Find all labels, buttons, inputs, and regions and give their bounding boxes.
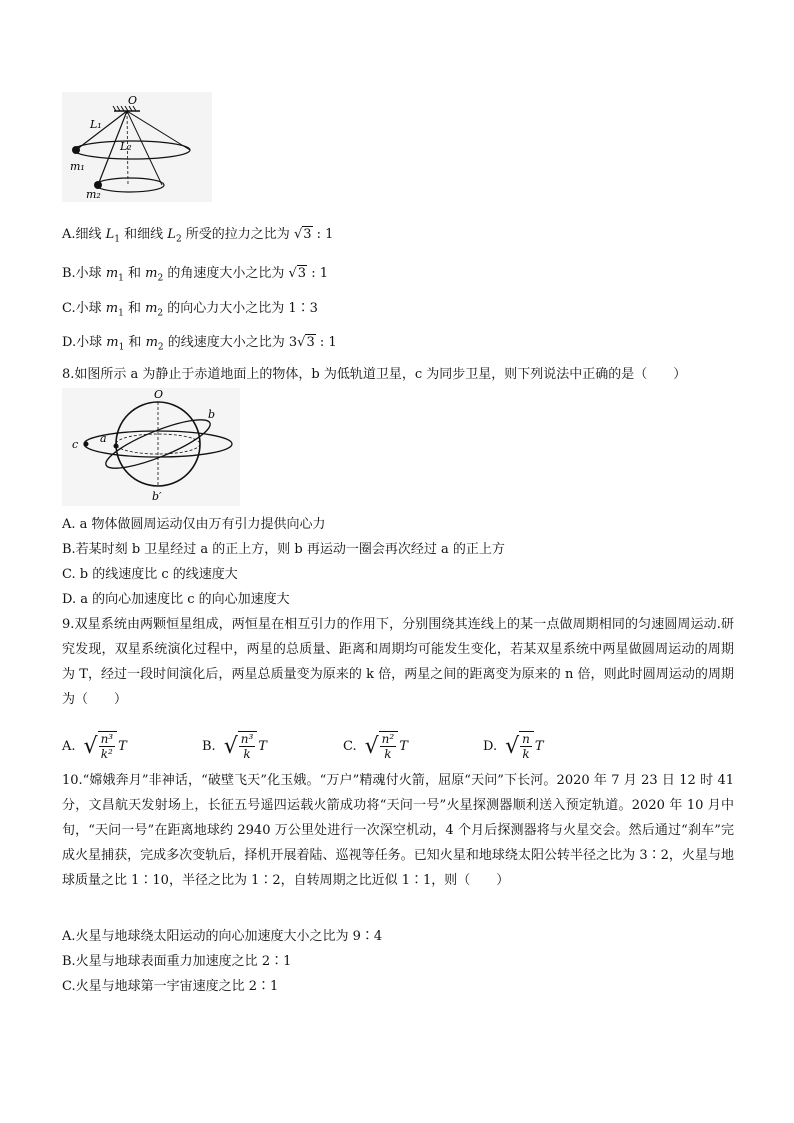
q7-option-c: C.小球 $m_1$ 和 $m_2$ 的向心力大小之比为 1∶3 [62,301,318,319]
ball-m1 [72,146,80,154]
q8-option-d: D. a 的向心加速度比 c 的向心加速度大 [62,592,290,607]
q9-a-num: n³ [100,732,114,746]
q7-option-b: B.小球 $m_1$ 和 $m_2$ 的角速度大小之比为 √3 : 1 [62,266,328,284]
label-m2: m₂ [86,188,101,201]
point-c [84,442,89,447]
label-L1: L₁ [90,118,102,131]
q9-option-a-label: A. [62,738,76,754]
label-O: O [154,388,164,401]
q8-option-a: A. a 物体做圆周运动仅由万有引力提供向心力 [62,517,326,532]
q9-option-d [483,728,544,764]
q8-stem: 8.如图所示 a 为静止于赤道地面上的物体，b 为低轨道卫星，c 为同步卫星，则下列说法中正确的是（ ） [62,367,687,382]
label-b-prime: b′ [152,490,162,503]
q9-b-T: T [258,738,267,754]
q9-d-den: k [522,747,530,761]
q10-stem: 10.“嫦娥奔月”非神话，“破壁飞天”化玉娥。“万户”精魂付火箭，屈原“天问”下长河。2020 年 7 月 23 日 12 时 41 分，文昌航天发射场上，长征五号遥四运载火箭成功将“天问一号”火星探测器顺利送入预定轨道。2020 年 10 月中旬，“天问一号”在距离地球约 2940 万公里处进行一次深空机动，4 个月后探测器将与火星交会。然后通过“刹车”完成火星捕获，完成多次变轨后，择机开展着陆、巡视等任务。已知火星和地球绕太阳公转半径之比为 3∶2，火星与地球质量之比 1∶10，半径之比为 1∶2，自转周期之比近似 1∶1，则（ ） [62,773,734,888]
q7-option-d: D.小球 $m_1$ 和 $m_2$ 的线速度大小之比为 3√3 : 1 [62,335,337,353]
q9-a-T: T [118,738,127,754]
label-b: b [208,408,216,421]
q8-option-c: C. b 的线速度比 c 的线速度大 [62,567,238,582]
q9-option-c-formula: √ $\frac{\text{n²}}{k}$ T [364,732,408,761]
q9-option-c-label: C. [343,738,357,754]
q9-c-num: n² [381,732,395,746]
q9-option-b-formula: √ $\frac{\text{n³}}{k}$ T [223,732,267,761]
q9-d-T: T [534,738,544,754]
q9-c-den: k [384,747,392,761]
point-a [114,444,119,449]
label-a: a [100,432,107,445]
q9-option-d-formula: √ $\frac{n}{k}$ T [505,732,544,761]
label-O: O [128,94,138,107]
q9-b-den: k [243,747,251,761]
q8-satellite-orbit-figure [62,388,240,506]
q7-conical-pendulum-figure [62,92,212,202]
q9-b-num: n³ [240,732,254,746]
q8-option-b: B.若某时刻 b 卫星经过 a 的正上方，则 b 再运动一圈会再次经过 a 的正上方 [62,542,505,557]
q7-option-a: A.细线 $L_1$ 和细线 $L_2$ 所受的拉力之比为 √3 : 1 [62,227,334,245]
q9-d-num: n [522,732,530,746]
label-L2: L₂ [120,140,132,153]
q10-option-b: B.火星与地球表面重力加速度之比 2∶1 [62,954,292,969]
q9-option-a-formula: √ $\frac{\text{n³}}{\text{k²}}$ T [83,732,127,761]
q10-option-c: C.火星与地球第一宇宙速度之比 2∶1 [62,979,279,994]
q9-a-den: k² [100,747,113,761]
q9-stem: 9.双星系统由两颗恒星组成，两恒星在相互引力的作用下，分别围绕其连线上的某一点做周期相同的匀速圆周运动.研究发现，双星系统演化过程中，两星的总质量、距离和周期均可能发生变化，若某双星系统中两星做圆周运动的周期为 T，经过一段时间演化后，两星总质量变为原来的 k 倍，两星之间的距离变为原来的 n 倍，则此时圆周运动的周期为（ ） [62,617,734,707]
q9-option-b-label: B. [202,738,216,754]
q9-option-c [343,728,408,764]
q9-option-a [62,728,127,764]
q9-option-b [202,728,267,764]
label-m1: m₁ [70,160,85,173]
q9-option-d-label: D. [483,738,498,754]
q10-option-a: A.火星与地球绕太阳运动的向心加速度大小之比为 9∶4 [62,929,383,944]
label-c: c [72,438,79,451]
q9-c-T: T [399,738,408,754]
